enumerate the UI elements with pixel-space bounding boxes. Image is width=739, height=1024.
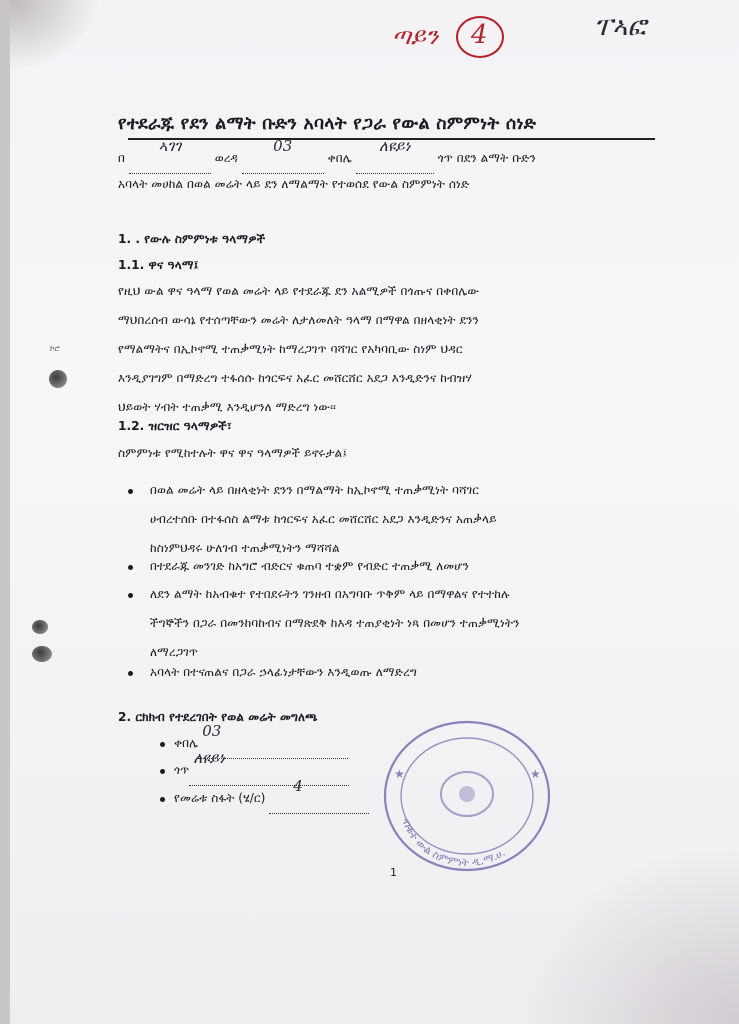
intro-woreda-label: ወረዳ xyxy=(214,151,238,165)
section1-sub1: 1.1. ዋና ዓላማ፤ xyxy=(118,258,199,272)
punch-hole xyxy=(32,646,52,662)
handwritten-note-top-left: ጣይን xyxy=(392,22,439,50)
intro-got-value: ለዩይነ xyxy=(378,137,411,155)
bullet-item-1 xyxy=(150,476,497,563)
svg-text:★: ★ xyxy=(394,767,405,781)
page-number: 1 xyxy=(390,866,397,879)
bullet-dot xyxy=(128,565,133,570)
official-stamp xyxy=(378,716,556,876)
stamp-text: ብቁተ ውል ስምምነት ዲ.ማ.ሀ. xyxy=(399,816,508,870)
bullet-line: ችግኞችን በጋራ በመንከባከብና በማጽደቅ ከእዳ ተጠያቂነት ነጻ በመሆን ተጠቃሚነትን xyxy=(150,616,520,630)
field-value: 4 xyxy=(293,777,303,795)
intro-post: ጎጥ በደን ልማት ቡድን xyxy=(437,151,536,165)
handwritten-note-top-right: ፐኣፎ xyxy=(594,12,646,42)
bullet-line: ለማረጋገጥ xyxy=(150,645,199,659)
svg-text:★: ★ xyxy=(530,767,541,781)
para1-line: ማህበረሰብ ውሳኔ የተሰጣቸውን መሬት ለታለመለት ዓላማ በማዋል በዘላቂነት ደንን xyxy=(118,313,479,327)
bullet-dot xyxy=(160,742,165,747)
field-line xyxy=(269,777,369,814)
section1-sub2: 1.2. ዝርዝር ዓላማዎች፣ xyxy=(118,419,232,433)
field-value: 03 xyxy=(202,722,222,740)
section2-field-area xyxy=(174,777,369,814)
section2-heading: 2. ርክክብ የተደረገበት የወል መሬት መግለጫ xyxy=(118,710,318,724)
section1-para1 xyxy=(118,277,479,422)
punch-hole xyxy=(32,620,48,634)
circled-number-value: 4 xyxy=(471,20,488,50)
bullet-line: ለደን ልማት ከአብቁተ የተበደሩትን ገንዘብ በአግባቡ ጥቅም ላይ በማዋልና የተተከሉ xyxy=(150,587,510,601)
document-title: የተደራጁ የደን ልማት ቡድን አባላት የጋራ የውል ስምምነት ሰነድ xyxy=(118,114,537,134)
field-label: ቀበሌ xyxy=(174,736,199,750)
bullet-dot xyxy=(160,797,165,802)
bullet-line: በተደራጁ መንገድ ከአግሮ ብድርና ቁጠባ ተቋም የብድር ተጠቃሚ ለመሆን xyxy=(150,559,470,573)
intro-pre: በ xyxy=(118,151,125,165)
bullet-dot xyxy=(160,769,165,774)
svg-text:ብቁተ ውል ስምምነት ዲ.ማ.ሀ. xyxy=(399,817,507,870)
circled-number xyxy=(456,16,504,58)
para1-line: የዚህ ውል ዋና ዓላማ የወል መሬት ላይ የተደራጁ ደን አልሚዎች በጎጡና በቀበሌው xyxy=(118,284,480,298)
field-label: ጎጥ xyxy=(174,763,190,777)
field-label: የመሬቱ ስፋት (ሄ/ር) xyxy=(174,791,266,805)
section1-para2: ስምምነቱ የሚከተሉት ዋና ዋና ዓላማዎች ይኖሩታል፤ xyxy=(118,446,348,460)
bullet-item-2 xyxy=(150,552,469,581)
intro-kebele-value: 03 xyxy=(273,137,293,155)
document-page xyxy=(10,0,739,1024)
bullet-line: ሀብረተሰቡ በተፋሰስ ልማቱ ከጎርፍና አፈር መሸርሸር አደጋ እንዲድንና አጠቃላይ xyxy=(150,512,497,526)
para1-line: የማልማትና በኢኮኖሚ ተጠቃሚነት ከማረጋገጥ ባሻገር የአካባቢው ስነም ህዳር xyxy=(118,342,463,356)
para1-line: ህይወት ሃብት ተጠቃሚ እንዲሆንለ ማድረግ ነው፡፡ xyxy=(118,400,336,414)
intro-line-2: አባላት መሀከል በወል መሬት ላይ ደን ለማልማት የተወሰደ የውል ስምምነት ሰነድ xyxy=(118,177,470,191)
bullet-line: ከስነምህዳሩ ሁለገብ ተጠቃሚነትን ማሻሻል xyxy=(150,541,340,555)
intro-kebele-label: ቀበሌ xyxy=(327,151,352,165)
bullet-line: በወል መሬት ላይ በዘላቂነት ደንን በማልማት ከኢኮኖሚ ተጠቃሚነት ባሻገር xyxy=(150,483,479,497)
margin-mark: ኮሮ xyxy=(50,344,60,353)
bullet-dot xyxy=(128,671,133,676)
bullet-line: አባላት በተናጠልና በጋራ ኃላፊነታቸውን እንዲወጡ ለማድረግ xyxy=(150,665,417,679)
para1-line: እንዲያገግም በማድረግ ተፋሰሱ ከጎርፍና አፈር መሸርሸር አደጋ እንዲድንና ከብዝሃ xyxy=(118,371,472,385)
section1-heading: 1. . የውሉ ስምምነቱ ዓላማዎች xyxy=(118,232,266,246)
bullet-dot xyxy=(128,593,133,598)
field-value: ለዩይነ xyxy=(193,749,225,767)
bullet-item-4 xyxy=(150,658,417,687)
intro-woreda-value: ኣገገ xyxy=(158,137,182,155)
bullet-item-3 xyxy=(150,580,520,667)
punch-hole xyxy=(49,370,67,388)
bullet-dot xyxy=(128,489,133,494)
